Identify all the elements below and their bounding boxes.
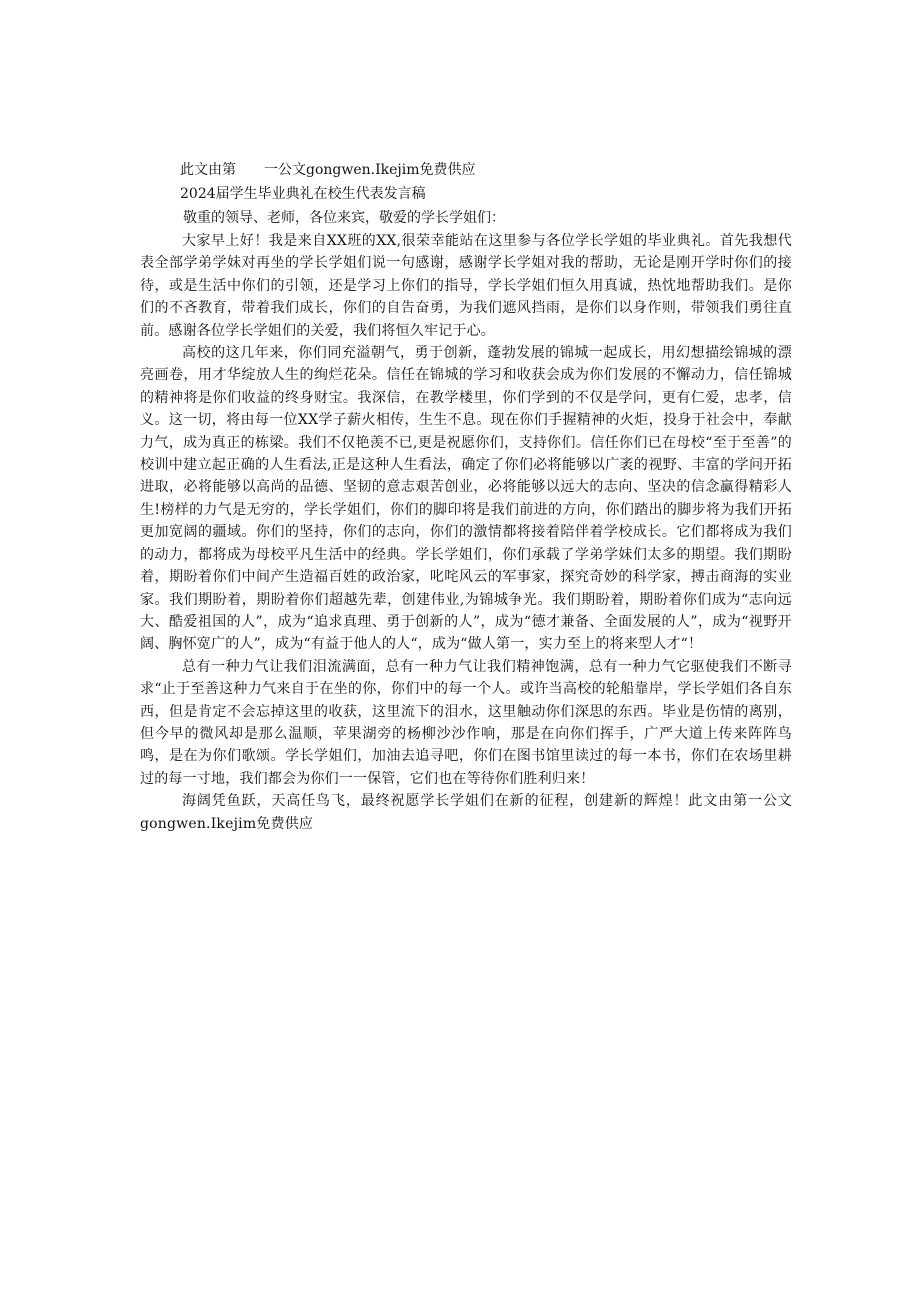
- document-title: 2024届学生毕业典礼在校生代表发言稿: [180, 186, 426, 202]
- paragraph-greeting: 大家早上好！我是来自XX班的XX,很荣幸能站在这里参与各位学长学姐的毕业典礼。首先我想代表全部学弟学妹对再坐的学长学姐们说一句感谢，感谢学长学姐对我的帮助，无论是刚开学时你们的接待，或是生活中你们的引领，还是学习上你们的指导，学长学姐们恒久用真诚，热忱地帮助我们。是你们的不吝教育，带着我们成长，你们的自告奋勇，为我们遮风挡雨，是你们以身作则，带领我们勇往直前。感谢各位学长学姐们的关爱，我们将恒久牢记于心。: [140, 233, 792, 339]
- salutation: 敬重的领导、老师，各位来宾，敬爱的学长学姐们：: [183, 210, 505, 226]
- source-prefix: 此文由第: [180, 162, 236, 178]
- paragraph-power: 总有一种力气让我们泪流满面，总有一种力气让我们精神饱满，总有一种力气它驱使我们不断寻求“止于至善这种力气来自于在坐的你，你们中的每一个人。或许当高校的轮船靠岸，学长学姐们各自东西，但是肯定不会忘掉这里的收获，这里流下的泪水，这里触动你们深思的东西。毕业是伤情的离别，但今早的微风却是那么温顺，苹果湖旁的杨柳沙沙作响，那是在向你们挥手，广严大道上传来阵阵鸟鸣，是在为你们歌颂。学长学姐们，加油去追寻吧，你们在图书馆里读过的每一本书，你们在农场里耕过的每一寸地，我们都会为你们一一保管，它们也在等待你们胜利归来！: [140, 658, 792, 787]
- paragraph-closing: 海阔凭鱼跃，天高任鸟飞，最终祝愿学长学姐们在新的征程，创建新的辉煌！此文由第一公文gongwen.Ikejim免费供应: [140, 793, 792, 832]
- source-suffix: 一公文gongwen.Ikejim免费供应: [264, 162, 476, 178]
- source-line: [140, 158, 792, 182]
- paragraph-university-years: 高校的这几年来，你们同充溢朝气，勇于创新，蓬勃发展的锦城一起成长，用幻想描绘锦城的漂亮画卷，用才华绽放人生的绚烂花朵。信任在锦城的学习和收获会成为你们发展的不懈动力，信任锦城的精神将是你们收益的终身财宝。我深信，在教学楼里，你们学到的不仅是学问，更有仁爱，忠孝，信义。这一切，将由每一位XX学子薪火相传，生生不息。现在你们手握精神的火炬，投身于社会中，奉献力气，成为真正的栋梁。我们不仅艳羡不已,更是祝愿你们，支持你们。信任你们已在母校“至于至善”的校训中建立起正确的人生看法,正是这种人生看法，确定了你们必将能够以广袤的视野、丰富的学问开拓进取，必将能够以高尚的品德、坚韧的意志艰苦创业，必将能够以远大的志向、坚决的信念赢得精彩人生!榜样的力气是无穷的，学长学姐们，你们的脚印将是我们前进的方向，你们踏出的脚步将为我们开拓更加宽阔的疆域。你们的坚持，你们的志向，你们的激情都将接着陪伴着学校成长。它们都将成为我们的动力，都将成为母校平凡生活中的经典。学长学姐们，你们承载了学弟学妹们太多的期望。我们期盼着，期盼着你们中间产生造福百姓的政治家，叱咤风云的军事家，探究奇妙的科学家，搏击商海的实业家。我们期盼着，期盼着你们超越先辈，创建伟业,为锦城争光。我们期盼着，期盼着你们成为“志向远大、酷爱祖国的人”，成为“追求真理、勇于创新的人”，成为“德才兼备、全面发展的人”，成为“视野开阔、胸怀宽广的人”，成为“有益于他人的人“，成为“做人第一，实力至上的将来型人才“！: [140, 345, 792, 653]
- document-page: [140, 158, 792, 835]
